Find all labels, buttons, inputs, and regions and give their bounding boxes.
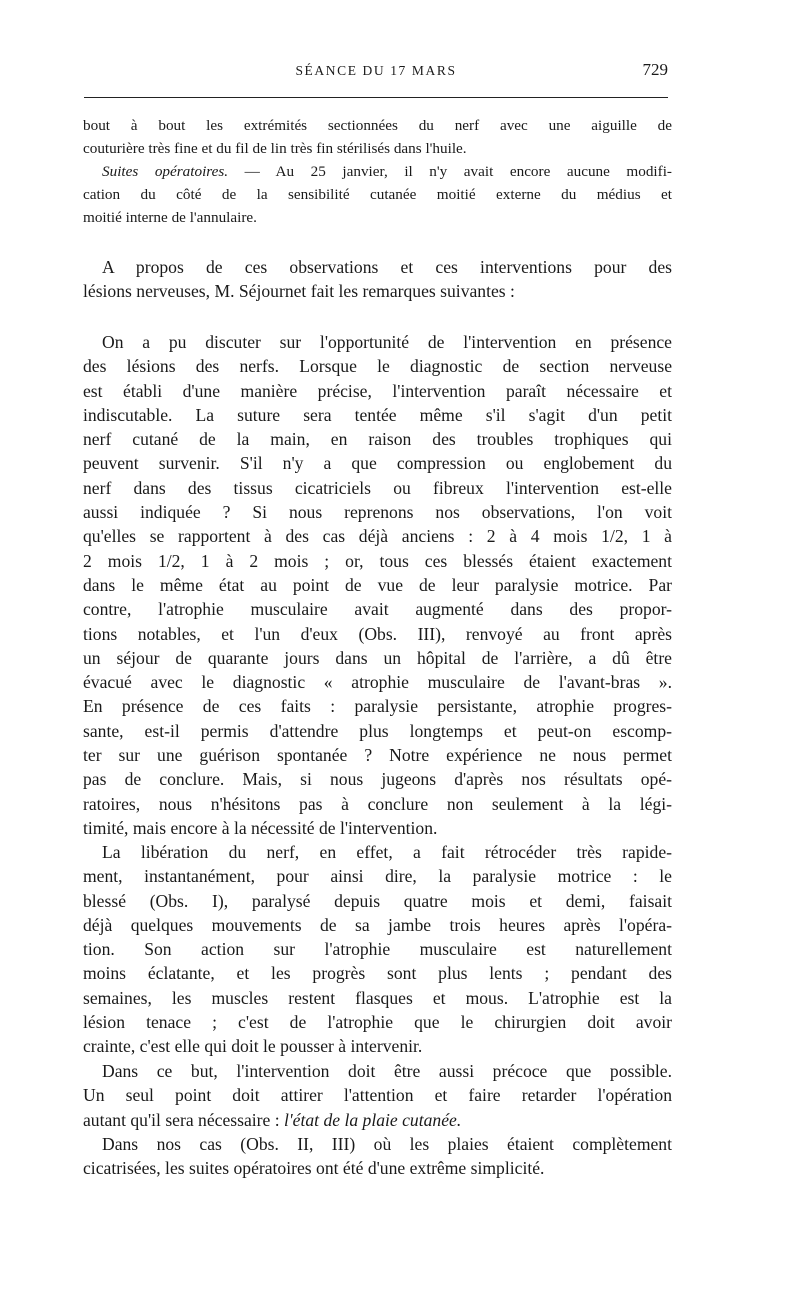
- paragraph-conclusion: [83, 1132, 672, 1181]
- text-run: — Au 25 janvier, il n'y avait encore aucune modifi-: [228, 163, 672, 180]
- text-line: Dans nos cas (Obs. II, III) où les plaies étaient complètement: [102, 1134, 672, 1154]
- text-line: un séjour de quarante jours dans un hôpital de l'arrière, a dû être: [83, 647, 672, 668]
- text-line: nerf dans des tissus cicatriciels ou fibreux l'intervention est-elle: [83, 477, 672, 498]
- text-line: timité, mais encore à la nécessité de l'intervention.: [83, 817, 438, 838]
- text-line: [83, 1108, 672, 1132]
- text-line: lésions nerveuses, M. Séjournet fait les remarques suivantes :: [83, 281, 515, 302]
- text-line: moins éclatante, et les progrès sont plus lents ; pendant des: [83, 963, 672, 984]
- text-line: blessé (Obs. I), paralysé depuis quatre mois et demi, faisait: [83, 890, 672, 911]
- text-line: ter sur une guérison spontanée ? Notre expérience ne nous permet: [83, 745, 672, 766]
- text-line: cation du côté de la sensibilité cutanée moitié externe du médius et: [83, 186, 672, 203]
- text-line: pas de conclure. Mais, si nous jugeons d'après nos résultats opé-: [83, 769, 672, 790]
- text-line: est établi d'une manière précise, l'intervention paraît nécessaire et: [83, 380, 672, 401]
- text-line: cicatrisées, les suites opératoires ont été d'une extrême simplicité.: [83, 1158, 545, 1179]
- text-line: sante, est-il permis d'attendre plus longtemps et peut-on escomp-: [83, 720, 672, 741]
- text-line: peuvent survenir. S'il n'y a que compression ou englobement du: [83, 453, 672, 474]
- paragraph-intro-remarks: [83, 255, 672, 304]
- paragraph-suture-technique: [83, 114, 672, 160]
- text-line: Un seul point doit attirer l'attention et faire retarder l'opération: [83, 1085, 672, 1106]
- text-line: indiscutable. La suture sera tentée même s'il s'agit d'un petit: [83, 404, 672, 425]
- page-number: 729: [642, 60, 668, 79]
- text-line: évacué avec le diagnostic « atrophie musculaire de l'avant-bras ».: [83, 672, 672, 693]
- text-line: déjà quelques mouvements de sa jambe trois heures après l'opéra-: [83, 914, 672, 935]
- page-header: [82, 60, 670, 86]
- text-line: [83, 160, 672, 183]
- text-line: moitié interne de l'annulaire.: [83, 209, 257, 226]
- paragraph-suites-operatoires: [83, 160, 672, 229]
- paragraph-early-intervention: [83, 1059, 672, 1132]
- text-line: Dans ce but, l'intervention doit être aussi précoce que possible.: [102, 1061, 672, 1081]
- text-line: qu'elles se rapportent à des cas déjà anciens : 2 à 4 mois 1/2, 1 à: [83, 526, 672, 547]
- text-line: ment, instantanément, pour ainsi dire, la paralysie motrice : le: [83, 866, 672, 887]
- text-line: On a pu discuter sur l'opportunité de l'intervention en présence: [102, 332, 672, 352]
- text-line: nerf cutané de la main, en raison des troubles trophiques qui: [83, 429, 672, 450]
- text-line: dans le même état au point de vue de leur paralysie motrice. Par: [83, 574, 672, 595]
- text-run: autant qu'il sera nécessaire :: [83, 1109, 285, 1130]
- text-line: bout à bout les extrémités sectionnées du nerf avec une aiguille de: [83, 117, 672, 134]
- header-rule: [84, 97, 668, 98]
- text-line: crainte, c'est elle qui doit le pousser à intervenir.: [83, 1036, 423, 1057]
- text-line: lésion tenace ; c'est de l'atrophie que le chirurgien doit avoir: [83, 1012, 672, 1033]
- text-line: 2 mois 1/2, 1 à 2 mois ; or, tous ces blessés étaient exactement: [83, 550, 672, 571]
- paragraph-liberation: [83, 840, 672, 1059]
- text-line: La libération du nerf, en effet, a fait rétrocéder très rapide-: [102, 842, 672, 862]
- italic-lead: Suites opératoires.: [102, 163, 229, 180]
- text-line: contre, l'atrophie musculaire avait augmenté dans des propor-: [83, 599, 672, 620]
- text-line: tions notables, et l'un d'eux (Obs. III), renvoyé au front après: [83, 623, 672, 644]
- text-line: En présence de ces faits : paralysie persistante, atrophie progres-: [83, 696, 672, 717]
- text-line: couturière très fine et du fil de lin très fin stérilisés dans l'huile.: [83, 140, 467, 157]
- italic-emphasis: l'état de la plaie cutanée.: [284, 1109, 462, 1130]
- text-line: des lésions des nerfs. Lorsque le diagnostic de section nerveuse: [83, 356, 672, 377]
- text-line: aussi indiquée ? Si nous reprenons nos observations, l'on voit: [83, 502, 672, 523]
- text-line: semaines, les muscles restent flasques et mous. L'atrophie est la: [83, 987, 672, 1008]
- paragraph-discussion: [83, 330, 672, 840]
- text-line: ratoires, nous n'hésitons pas à conclure non seulement à la légi-: [83, 793, 672, 814]
- running-head: SÉANCE DU 17 MARS: [295, 63, 457, 78]
- text-line: tion. Son action sur l'atrophie musculaire est naturellement: [83, 939, 672, 960]
- text-line: A propos de ces observations et ces interventions pour des: [102, 257, 672, 277]
